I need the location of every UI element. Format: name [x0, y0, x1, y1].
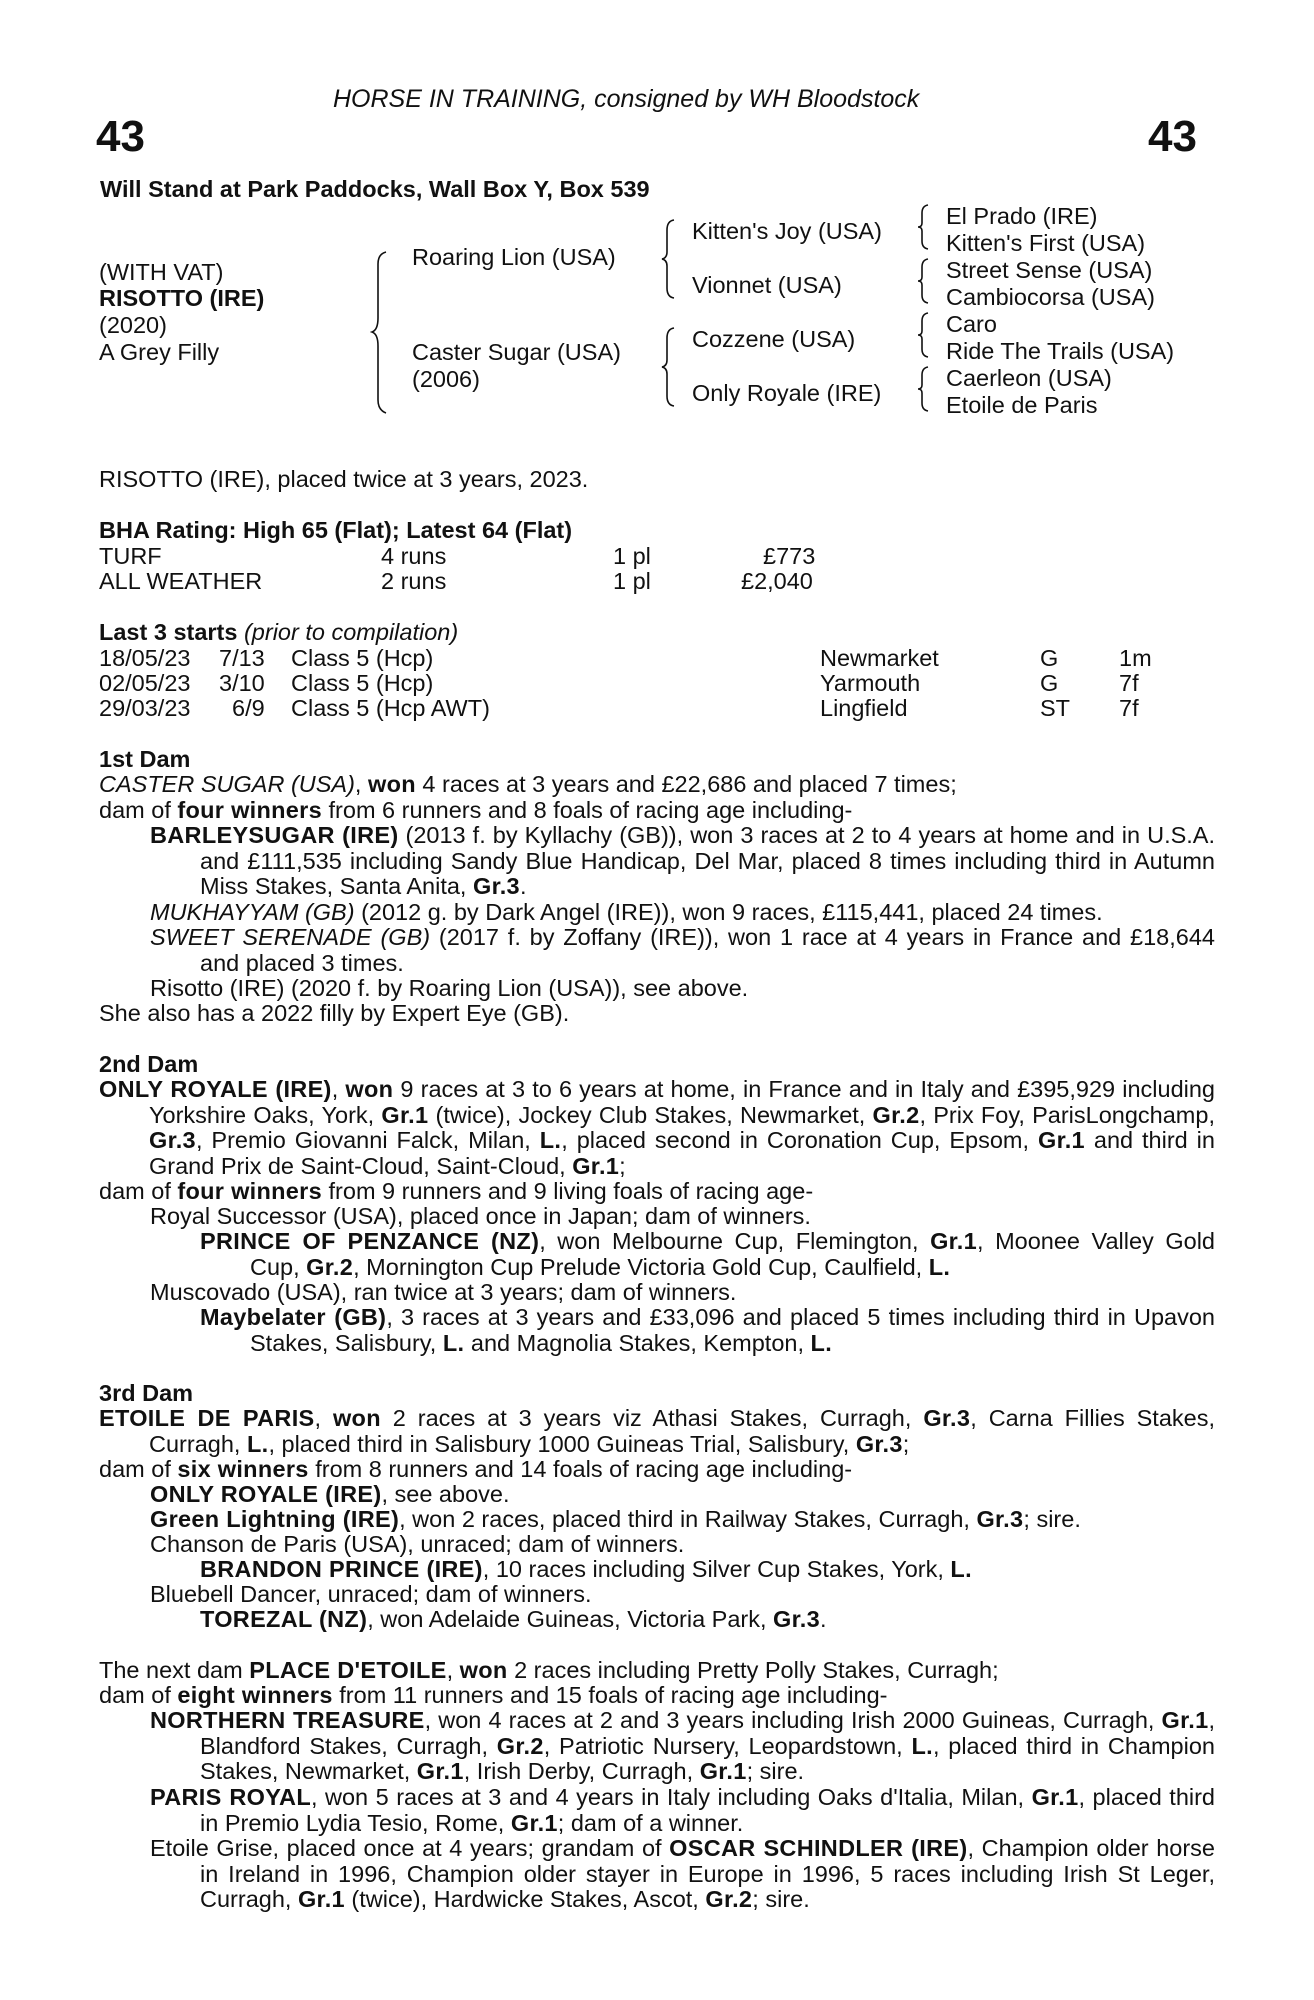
dam3-produce-torezal: TOREZAL (NZ), won Adelaide Guineas, Victoria Park, Gr.3. [200, 1606, 827, 1632]
pedigree-sire: Roaring Lion (USA) [412, 244, 616, 270]
pedigree-brace-g1 [916, 203, 936, 251]
dam3-produce-green-lightning: Green Lightning (IRE), won 2 races, placed third in Railway Stakes, Curragh, Gr.3; sire. [150, 1506, 1081, 1532]
start-course: Lingfield [820, 695, 908, 721]
pedigree-brace-dam [660, 326, 684, 408]
start-date: 29/03/23 [99, 695, 191, 721]
pedigree-gg1: El Prado (IRE) [946, 203, 1098, 229]
dam1-produce-summary: dam of four winners from 6 runners and 8 foals of racing age including- [99, 797, 853, 823]
dam2-record: ONLY ROYALE (IRE), won 9 races at 3 to 6 years at home, in France and in Italy and £395,929 including Yorkshire Oaks, York, Gr.1 (twice), Jockey Club Stakes, Newmarket, Gr.2, Prix Foy, ParisLongchamp, Gr.3, Premio Giovanni Falck, Milan, L., placed second in Coronation Cup, Epsom, Gr.1 and third in Grand Prix de Saint-Cloud, Saint-Cloud, Gr.1; [99, 1076, 1215, 1179]
last-starts-heading [99, 620, 458, 646]
vat-note: (WITH VAT) [99, 259, 224, 285]
rating-runs: 2 runs [381, 568, 447, 594]
dam3-produce-chanson-de-paris: Chanson de Paris (USA), unraced; dam of winners. [150, 1531, 685, 1557]
pedigree-gg2: Kitten's First (USA) [946, 230, 1146, 256]
dam3-produce-bluebell-dancer: Bluebell Dancer, unraced; dam of winners. [150, 1581, 592, 1607]
dam2-produce-royal-successor: Royal Successor (USA), placed once in Japan; dam of winners. [150, 1203, 811, 1229]
start-distance: 1m [1119, 645, 1152, 671]
dam3-produce-brandon-prince: BRANDON PRINCE (IRE), 10 races including Silver Cup Stakes, York, L. [200, 1556, 972, 1582]
pedigree-sire-dam: Vionnet (USA) [692, 272, 842, 298]
pedigree-dam-sire: Cozzene (USA) [692, 326, 856, 352]
start-position: 6/9 [232, 695, 265, 721]
next-dam-produce-summary: dam of eight winners from 11 runners and 15 foals of racing age including- [99, 1682, 888, 1708]
bha-rating-heading: BHA Rating: High 65 (Flat); Latest 64 (Flat) [99, 517, 573, 543]
rating-runs: 4 runs [381, 543, 447, 569]
lot-number-left: 43 [96, 112, 145, 161]
pedigree-sire-sire: Kitten's Joy (USA) [692, 218, 882, 244]
pedigree-gg5: Caro [946, 311, 997, 337]
pedigree-gg3: Street Sense (USA) [946, 257, 1153, 283]
dam2-produce-maybelater: Maybelater (GB), 3 races at 3 years and £33,096 and placed 5 times including third in Upavon Stakes, Salisbury, L. and Magnolia Stakes, Kempton, L. [200, 1304, 1215, 1356]
next-dam-produce-etoile-grise: Etoile Grise, placed once at 4 years; grandam of OSCAR SCHINDLER (IRE), Champion older horse in Ireland in 1996, Champion older stayer in Europe in 1996, 5 races including Irish St Leger, Curragh, Gr.1 (twice), Hardwicke Stakes, Ascot, Gr.2; sire. [150, 1835, 1215, 1912]
start-going: ST [1040, 695, 1071, 721]
pedigree-dam-dam: Only Royale (IRE) [692, 380, 882, 406]
start-position: 3/10 [219, 670, 265, 696]
dam2-produce-muscovado: Muscovado (USA), ran twice at 3 years; dam of winners. [150, 1279, 737, 1305]
rating-surface: ALL WEATHER [99, 568, 263, 594]
pedigree-gg7: Caerleon (USA) [946, 365, 1112, 391]
pedigree-gg6: Ride The Trails (USA) [946, 338, 1175, 364]
horse-name: RISOTTO (IRE) [99, 285, 265, 311]
start-race: Class 5 (Hcp) [291, 670, 434, 696]
last-starts-title: Last 3 starts [99, 619, 238, 645]
start-going: G [1040, 645, 1059, 671]
pedigree-gg8: Etoile de Paris [946, 392, 1098, 418]
rating-placed: 1 pl [613, 543, 651, 569]
next-dam-produce-paris-royal: PARIS ROYAL, won 5 races at 3 and 4 years in Italy including Oaks d'Italia, Milan, Gr.1, placed third in Premio Lydia Tesio, Rome, Gr.1; dam of a winner. [150, 1784, 1216, 1836]
stabling-location: Will Stand at Park Paddocks, Wall Box Y, Box 539 [100, 176, 650, 202]
rating-prize: £2,040 [741, 568, 813, 594]
pedigree-gg4: Cambiocorsa (USA) [946, 284, 1155, 310]
dam1-heading: 1st Dam [99, 746, 191, 772]
dam1-produce-mukhayyam: MUKHAYYAM (GB) (2012 g. by Dark Angel (IRE)), won 9 races, £115,441, placed 24 times. [150, 899, 1103, 925]
pedigree-brace-main [370, 250, 400, 415]
last-starts-note: (prior to compilation) [243, 619, 459, 645]
dam3-heading: 3rd Dam [99, 1380, 194, 1406]
start-date: 02/05/23 [99, 670, 191, 696]
horse-description: A Grey Filly [99, 339, 220, 365]
pedigree-brace-g2 [916, 257, 936, 305]
dam3-record: ETOILE DE PARIS, won 2 races at 3 years viz Athasi Stakes, Curragh, Gr.3, Carna Fillies Stakes, Curragh, L., placed third in Salisbury 1000 Guineas Trial, Salisbury, Gr.3; [99, 1405, 1215, 1457]
dam1-also-has: She also has a 2022 filly by Expert Eye (GB). [99, 1000, 570, 1026]
next-dam-produce-northern-treasure: NORTHERN TREASURE, won 4 races at 2 and 3 years including Irish 2000 Guineas, Curragh, Gr.1, Blandford Stakes, Curragh, Gr.2, Patriotic Nursery, Leopardstown, L., placed third in Champion Stakes, Newmarket, Gr.1, Irish Derby, Curragh, Gr.1; sire. [150, 1707, 1215, 1784]
dam3-produce-only-royale: ONLY ROYALE (IRE), see above. [150, 1481, 510, 1507]
start-going: G [1040, 670, 1059, 696]
catalogue-header: HORSE IN TRAINING, consigned by WH Bloodstock [333, 85, 920, 113]
start-race: Class 5 (Hcp) [291, 645, 434, 671]
pedigree-brace-sire [660, 218, 684, 300]
pedigree-dam: Caster Sugar (USA) [412, 339, 621, 365]
horse-year: (2020) [99, 312, 167, 338]
dam3-produce-summary: dam of six winners from 8 runners and 14 foals of racing age including- [99, 1456, 853, 1482]
rating-placed: 1 pl [613, 568, 651, 594]
next-dam-record: The next dam PLACE D'ETOILE, won 2 races including Pretty Polly Stakes, Curragh; [99, 1657, 999, 1683]
dam2-produce-prince-of-penzance: PRINCE OF PENZANCE (NZ), won Melbourne Cup, Flemington, Gr.1, Moonee Valley Gold Cup, Gr.2, Mornington Cup Prelude Victoria Gold Cup, Caulfield, L. [200, 1228, 1215, 1280]
dam1-produce-risotto: Risotto (IRE) (2020 f. by Roaring Lion (USA)), see above. [150, 975, 749, 1001]
start-distance: 7f [1119, 670, 1139, 696]
dam2-heading: 2nd Dam [99, 1051, 199, 1077]
dam1-produce-barleysugar: BARLEYSUGAR (IRE) (2013 f. by Kyllachy (GB)), won 3 races at 2 to 4 years at home and in U.S.A. and £111,535 including Sandy Blue Handicap, Del Mar, placed 8 times including third in Autumn Miss Stakes, Santa Anita, Gr.3. [150, 822, 1215, 899]
start-date: 18/05/23 [99, 645, 191, 671]
pedigree-brace-g4 [916, 365, 936, 413]
start-course: Newmarket [820, 645, 939, 671]
pedigree-dam-year: (2006) [412, 366, 480, 392]
pedigree-brace-g3 [916, 311, 936, 359]
start-distance: 7f [1119, 695, 1139, 721]
race-summary: RISOTTO (IRE), placed twice at 3 years, 2023. [99, 466, 589, 492]
start-position: 7/13 [219, 645, 265, 671]
dam1-produce-sweet-serenade: SWEET SERENADE (GB) (2017 f. by Zoffany (IRE)), won 1 race at 4 years in France and £18,644 and placed 3 times. [150, 924, 1215, 976]
dam1-record: CASTER SUGAR (USA), won 4 races at 3 years and £22,686 and placed 7 times; [99, 771, 957, 797]
rating-surface: TURF [99, 543, 162, 569]
lot-number-right: 43 [1148, 112, 1197, 161]
rating-prize: £773 [763, 543, 816, 569]
dam2-produce-summary: dam of four winners from 9 runners and 9 living foals of racing age- [99, 1178, 814, 1204]
start-course: Yarmouth [820, 670, 921, 696]
start-race: Class 5 (Hcp AWT) [291, 695, 490, 721]
